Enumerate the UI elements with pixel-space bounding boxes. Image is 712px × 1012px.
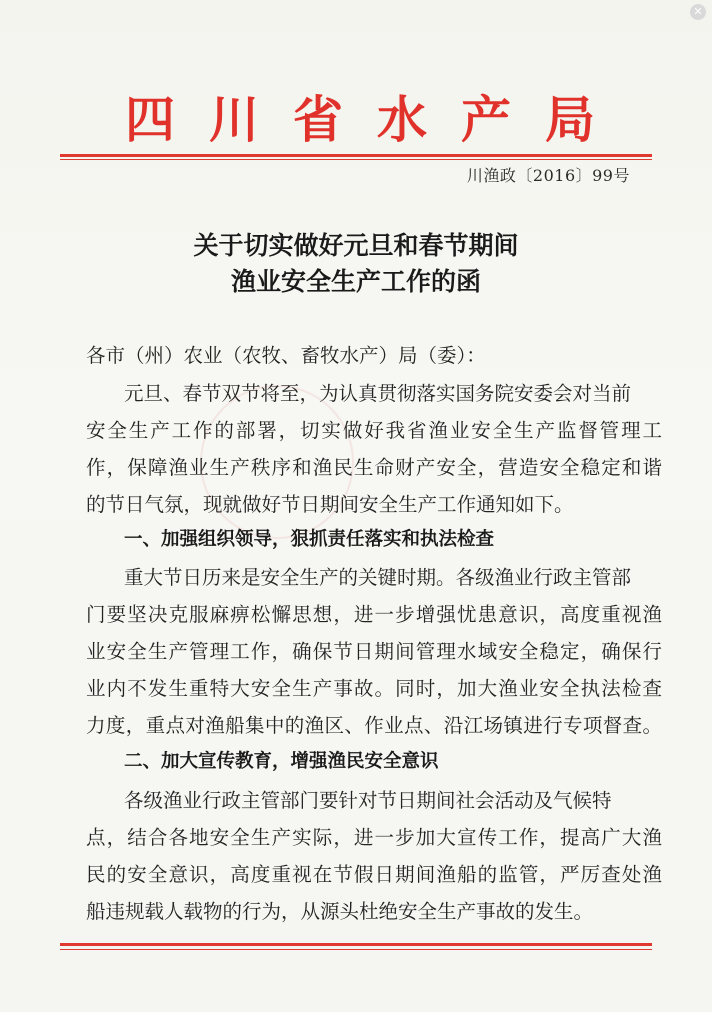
intro-paragraph-line: 作，保障渔业生产秩序和渔民生命财产安全，营造安全稳定和谐 <box>86 456 662 479</box>
header-char: 产 <box>461 90 511 149</box>
intro-paragraph-line: 元旦、春节双节将至，为认真贯彻落实国务院安委会对当前 <box>124 382 632 405</box>
header-char: 水 <box>377 90 427 149</box>
section-2-line: 民的安全意识，高度重视在节假日期间渔船的监管，严厉查处渔 <box>86 863 662 886</box>
section-2-heading: 二、加大宣传教育，增强渔民安全意识 <box>124 751 439 772</box>
footer-divider-thick <box>60 943 652 946</box>
issuing-authority-header <box>125 90 595 150</box>
header-char: 四 <box>125 90 175 149</box>
section-1-line: 门要坚决克服麻痹松懈思想，进一步增强忧患意识，高度重视渔 <box>86 603 662 626</box>
section-1-line: 力度，重点对渔船集中的渔区、作业点、沿江场镇进行专项督查。 <box>86 714 662 737</box>
intro-paragraph-line: 安全生产工作的部署，切实做好我省渔业安全生产监督管理工 <box>86 419 662 442</box>
document-title-line-1: 关于切实做好元旦和春节期间 <box>193 231 519 260</box>
document-title-line-2: 渔业安全生产工作的函 <box>230 267 481 296</box>
section-2-line: 各级渔业行政主管部门要针对节日期间社会活动及气候特 <box>124 789 612 812</box>
header-divider-thin <box>60 159 652 160</box>
footer-divider-thin <box>60 949 652 950</box>
header-divider-thick <box>60 154 652 157</box>
section-2-line: 船违规载人载物的行为，从源头杜绝安全生产事故的发生。 <box>86 900 594 923</box>
section-1-line: 业内不发生重特大安全生产事故。同时，加大渔业安全执法检查 <box>86 677 662 700</box>
header-char: 川 <box>209 90 259 149</box>
header-char: 省 <box>293 90 343 149</box>
salutation: 各市（州）农业（农牧、畜牧水产）局（委）： <box>86 344 486 367</box>
section-1-line: 业安全生产管理工作，确保节日期间管理水域安全稳定，确保行 <box>86 640 662 663</box>
header-char: 局 <box>545 90 595 149</box>
section-1-line: 重大节日历来是安全生产的关键时期。各级渔业行政主管部 <box>124 566 632 589</box>
document-number: 川渔政〔2016〕99号 <box>466 166 630 185</box>
section-1-heading: 一、加强组织领导，狠抓责任落实和执法检查 <box>124 529 495 550</box>
section-2-line: 点，结合各地安全生产实际，进一步加大宣传工作，提高广大渔 <box>86 826 662 849</box>
close-icon[interactable]: ✕ <box>690 4 706 20</box>
intro-paragraph-line: 的节日气氛，现就做好节日期间安全生产工作通知如下。 <box>86 493 574 516</box>
